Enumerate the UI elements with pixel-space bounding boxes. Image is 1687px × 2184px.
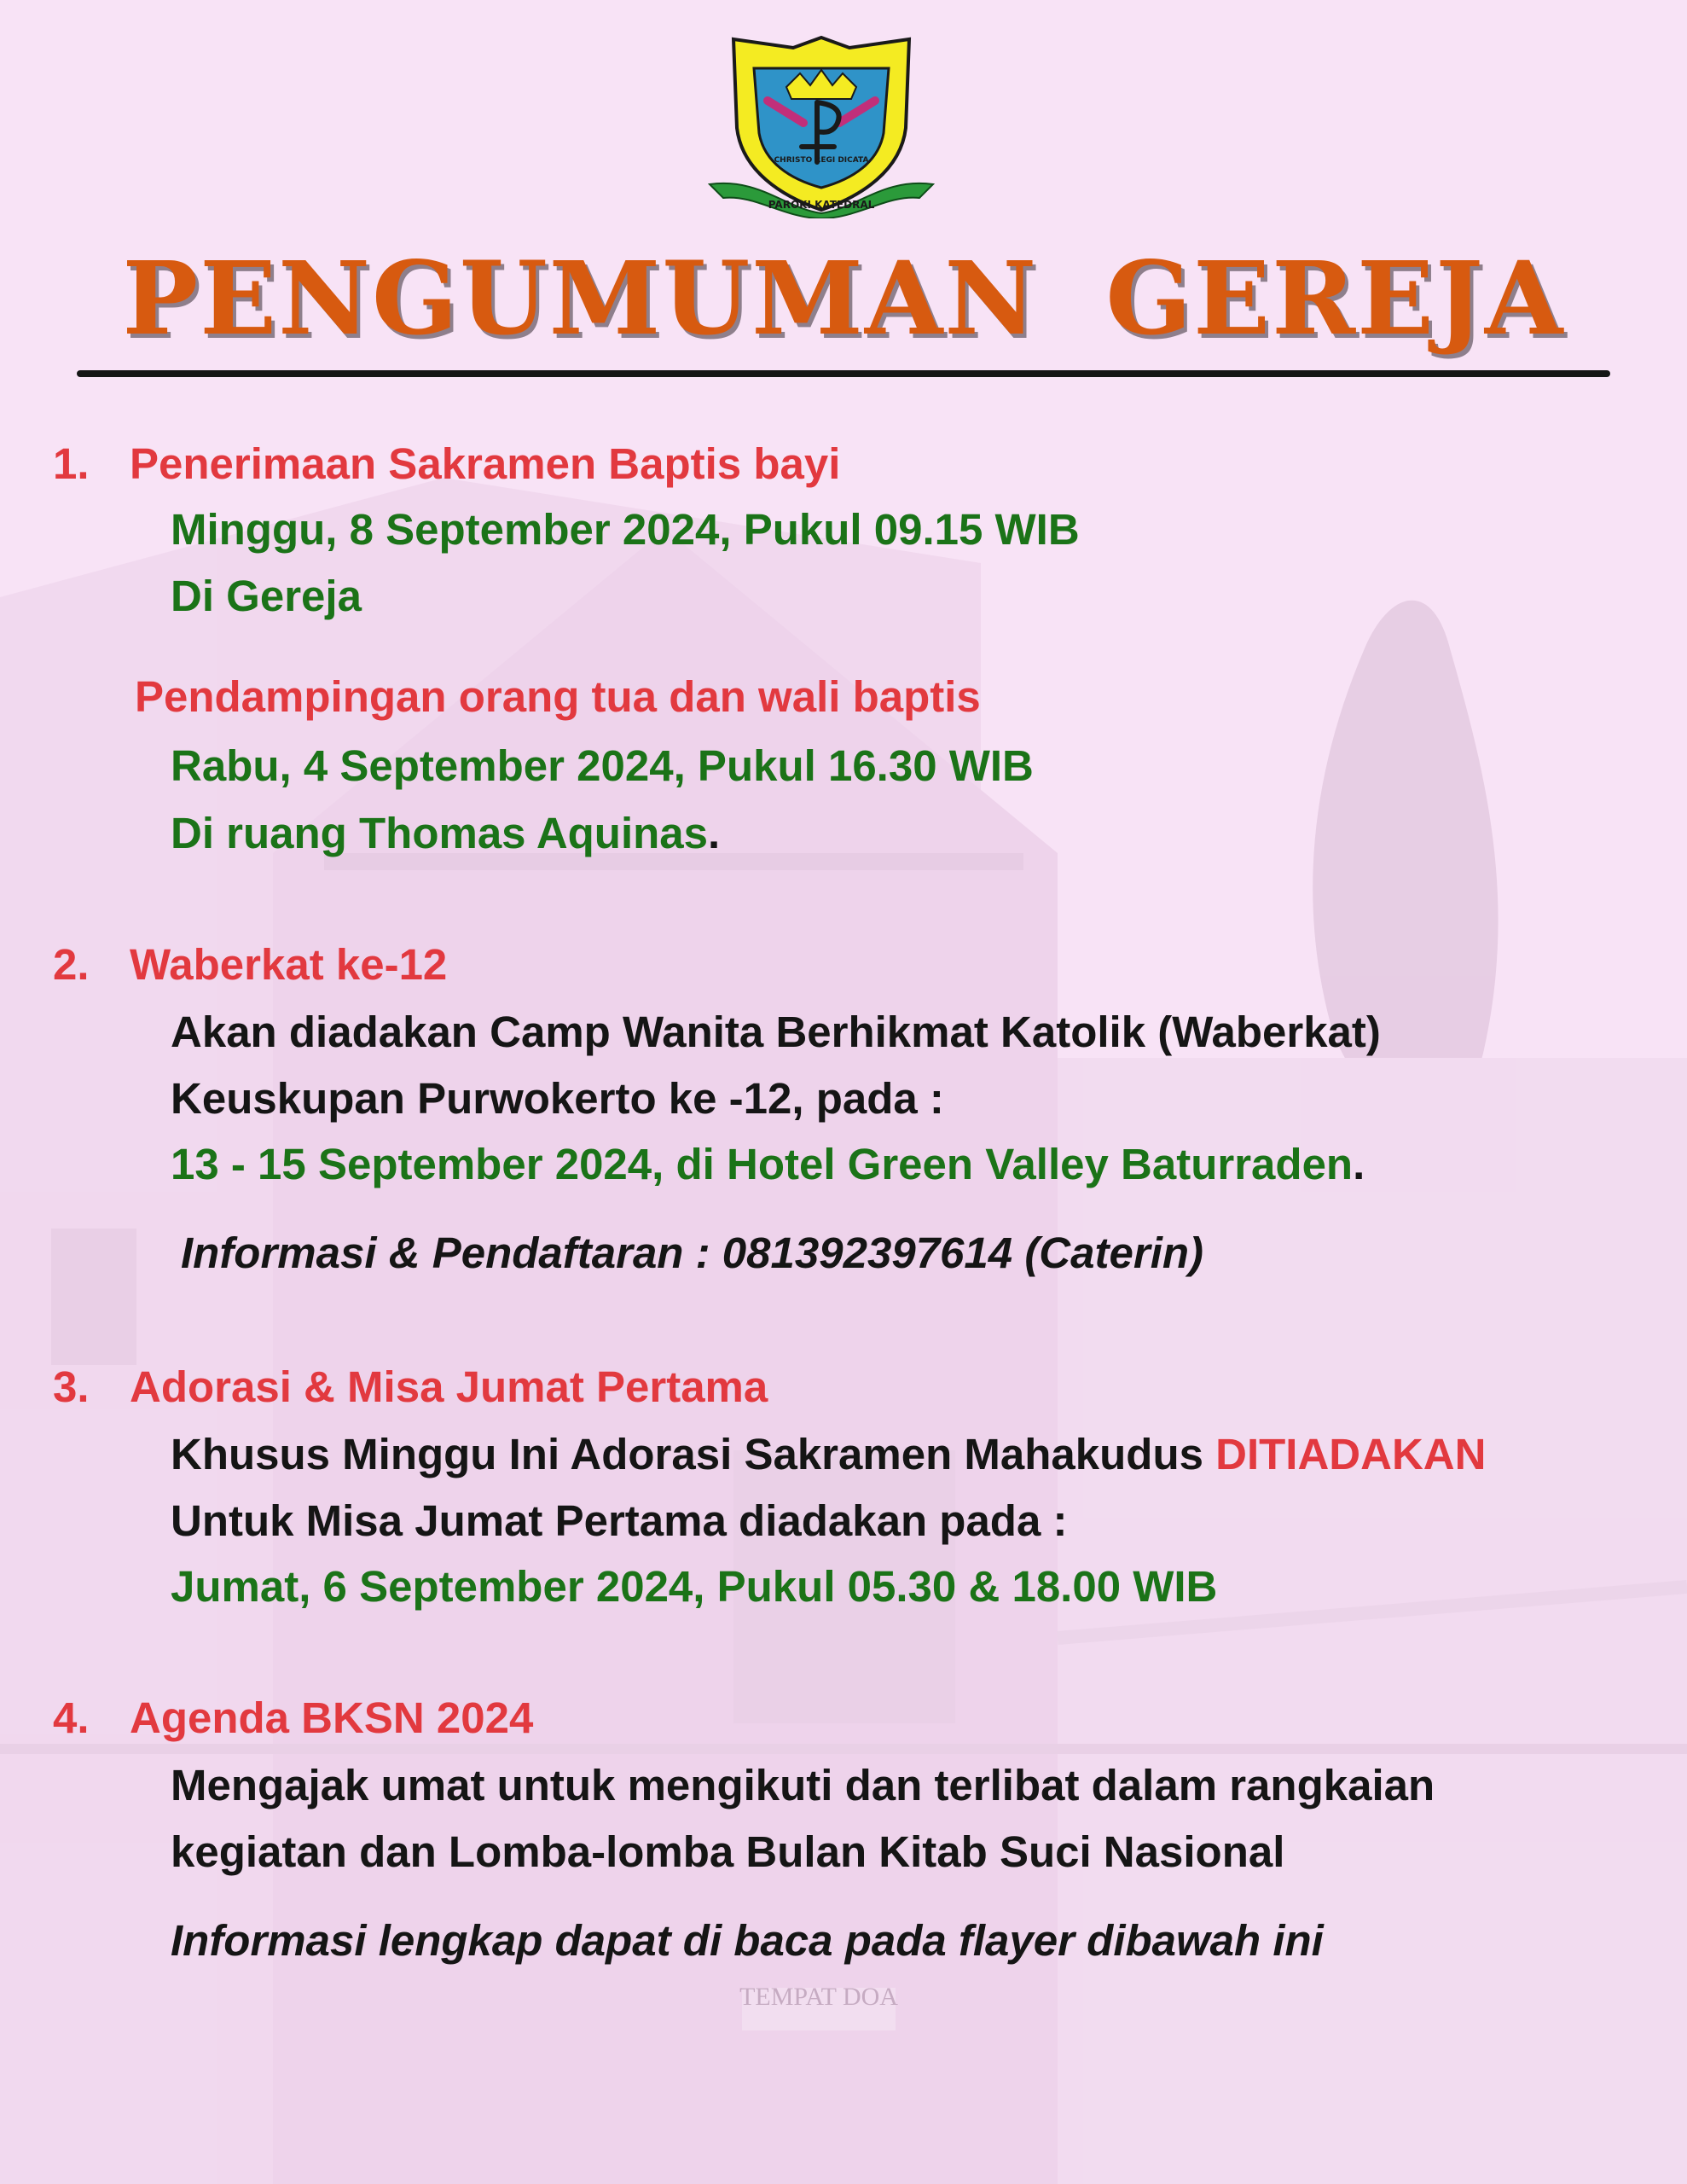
item-3-heading: 3. Adorasi & Misa Jumat Pertama <box>53 1362 768 1411</box>
item-3-date: Jumat, 6 September 2024, Pukul 05.30 & 18.00 WIB <box>171 1562 1218 1611</box>
item-2-info: Informasi & Pendaftaran : 081392397614 (Caterin) <box>181 1228 1203 1277</box>
item-2-heading: 2. Waberkat ke-12 <box>53 940 448 989</box>
parish-logo <box>708 34 935 218</box>
item-1-sub-location: Di ruang Thomas Aquinas. <box>171 809 721 857</box>
item-4-info: Informasi lengkap dapat di baca pada flayer dibawah ini <box>171 1916 1324 1965</box>
item-2-date: 13 - 15 September 2024, di Hotel Green Valley Baturraden. <box>171 1140 1365 1188</box>
item-2-line-1: Akan diadakan Camp Wanita Berhikmat Katolik (Waberkat) <box>171 1008 1381 1056</box>
logo-ribbon-text: PAROKI KATEDRAL <box>768 199 875 211</box>
cancelled-highlight: DITIADAKAN <box>1215 1430 1487 1478</box>
item-4-line-1: Mengajak umat untuk mengikuti dan terlibat dalam rangkaian <box>171 1761 1435 1809</box>
item-1-location: Di Gereja <box>171 572 362 620</box>
logo-inner-text: CHRISTO REGI DICATA <box>774 156 869 165</box>
title-divider <box>77 370 1610 377</box>
item-3-line-2: Untuk Misa Jumat Pertama diadakan pada : <box>171 1496 1068 1545</box>
item-1-heading: 1. Penerimaan Sakramen Baptis bayi <box>53 439 841 488</box>
page-title: PENGUMUMAN GEREJA <box>122 239 1565 357</box>
item-1-sub-date: Rabu, 4 September 2024, Pukul 16.30 WIB <box>171 741 1034 790</box>
item-3-line-1: Khusus Minggu Ini Adorasi Sakramen Mahakudus DITIADAKAN <box>171 1430 1487 1478</box>
item-4-heading: 4. Agenda BKSN 2024 <box>53 1693 534 1742</box>
sign-text: TEMPAT DOA <box>739 1983 898 2011</box>
item-1-date: Minggu, 8 September 2024, Pukul 09.15 WIB <box>171 505 1080 554</box>
item-4-line-2: kegiatan dan Lomba-lomba Bulan Kitab Suci Nasional <box>171 1827 1285 1876</box>
item-2-line-2: Keuskupan Purwokerto ke -12, pada : <box>171 1074 944 1123</box>
item-1-subheading: Pendampingan orang tua dan wali baptis <box>135 672 981 721</box>
